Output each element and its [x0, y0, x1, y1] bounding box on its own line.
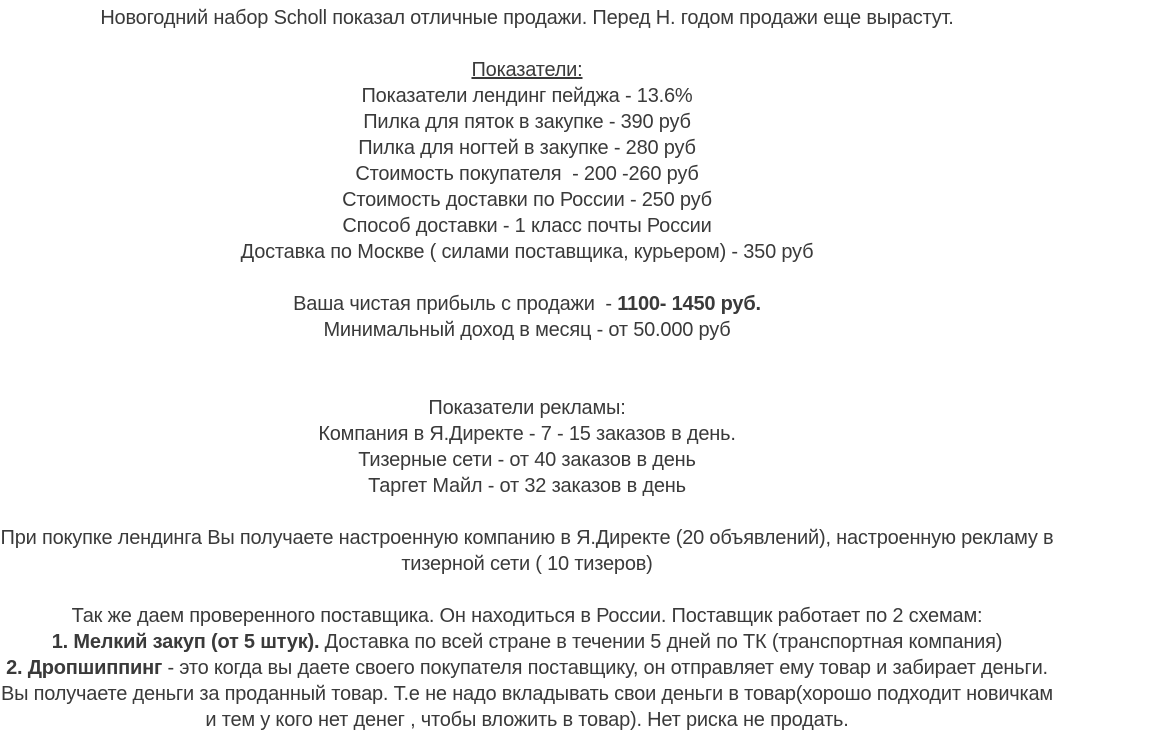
- indicator-line-delivery-method: Способ доставки - 1 класс почты России: [342, 215, 712, 237]
- scheme2-paragraph: [0, 655, 1059, 733]
- monthly-income-line: Минимальный доход в месяц - от 50.000 руб: [323, 319, 731, 341]
- spacer: [0, 265, 1054, 291]
- ad-line-target-mail: Таргет Майл - от 32 заказов в день: [368, 475, 686, 497]
- spacer: [0, 31, 1054, 57]
- ads-heading: Показатели рекламы:: [428, 397, 626, 419]
- net-profit-value: 1100- 1450 руб.: [617, 293, 761, 315]
- indicator-line-heel-file-price: Пилка для пяток в закупке - 390 руб: [363, 111, 691, 133]
- indicator-line-customer-cost: Стоимость покупателя - 200 -260 руб: [355, 163, 699, 185]
- spacer: [0, 577, 1054, 603]
- ad-line-yandex-direct: Компания в Я.Директе - 7 - 15 заказов в день.: [318, 423, 736, 445]
- scheme1-title: 1. Мелкий закуп (от 5 штук).: [51, 631, 320, 653]
- spacer: [0, 499, 1054, 525]
- indicators-heading: Показатели:: [471, 59, 583, 81]
- intro-paragraph: Новогодний набор Scholl показал отличные продажи. Перед Н. годом продажи еще вырастут.: [100, 7, 954, 29]
- scheme1-line: [0, 629, 1054, 655]
- scheme2-title: 2. Дропшиппинг: [6, 657, 163, 679]
- indicator-line-delivery-russia: Стоимость доставки по России - 250 руб: [342, 189, 712, 211]
- ad-line-teaser-networks: Тизерные сети - от 40 заказов в день: [358, 449, 696, 471]
- indicator-line-landing-rate: Показатели лендинг пейджа - 13.6%: [361, 85, 693, 107]
- supplier-intro-line: Так же даем проверенного поставщика. Он находиться в России. Поставщик работает по 2 схемам:: [71, 605, 983, 627]
- scheme1-description: Доставка по всей стране в течении 5 дней по ТК (транспортная компания): [319, 631, 1003, 653]
- landing-offer-paragraph: При покупке лендинга Вы получаете настроенную компанию в Я.Директе (20 объявлений), настроенную рекламу в тизерной сети ( 10 тизеров): [0, 527, 1059, 575]
- indicator-line-nail-file-price: Пилка для ногтей в закупке - 280 руб: [358, 137, 696, 159]
- net-profit-label: Ваша чистая прибыль с продажи -: [293, 293, 618, 315]
- spacer: [0, 343, 1054, 395]
- net-profit-line: [0, 291, 1054, 317]
- scheme2-description: - это когда вы даете своего покупателя поставщику, он отправляет ему товар и забирает деньги. Вы получаете деньги за проданный товар. Т.е не надо вкладывать свои деньги в товар(хорошо подходит новичкам и тем у кого нет денег , чтобы вложить в товар). Нет риска не продать.: [1, 657, 1059, 731]
- indicator-line-delivery-moscow: Доставка по Москве ( силами поставщика, курьером) - 350 руб: [240, 241, 814, 263]
